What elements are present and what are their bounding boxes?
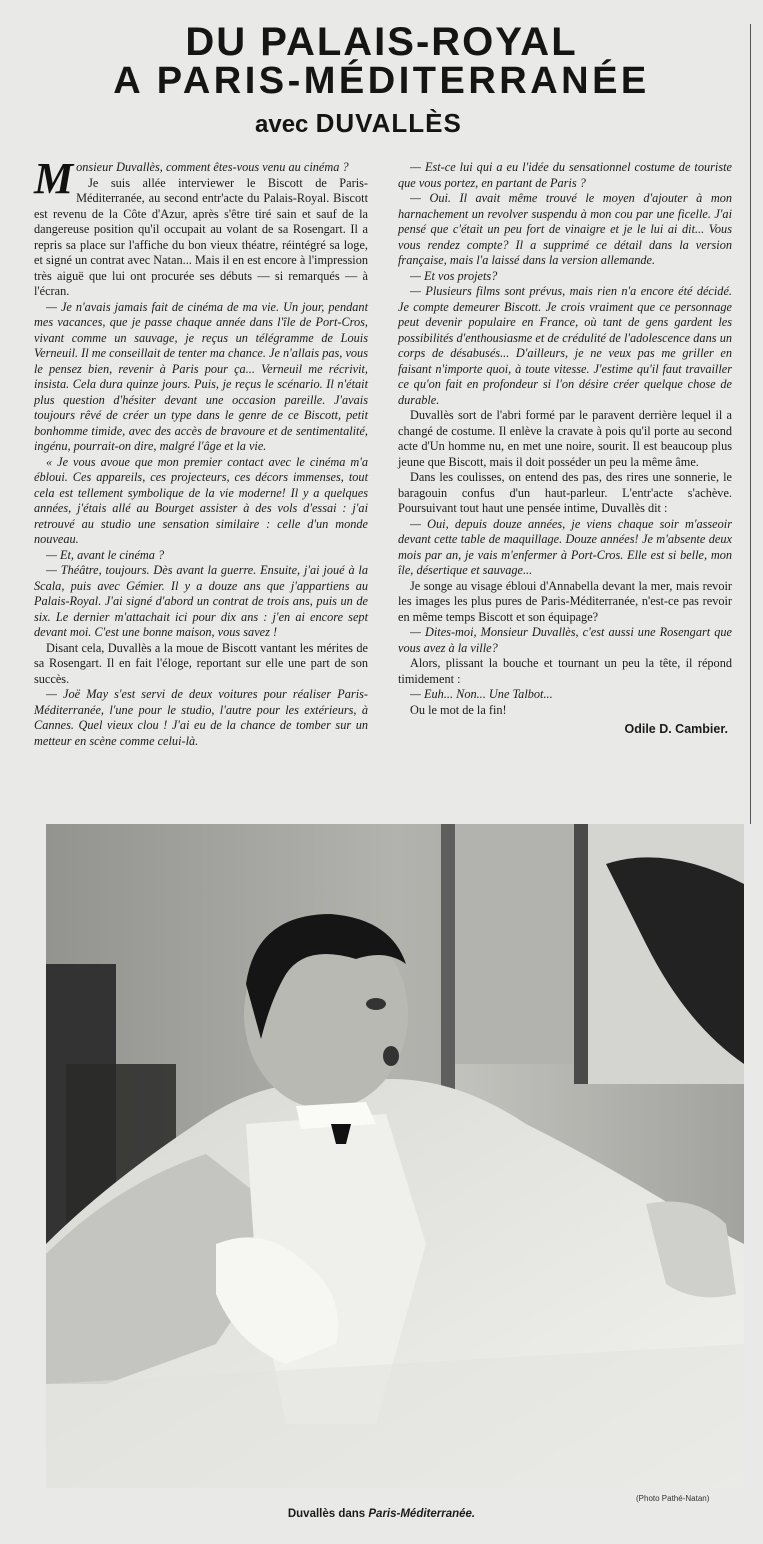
paragraph-text: Dans les coulisses, on entend des pas, des rires une sonnerie, le baragouin confus d'un haut-parleur. L'entr'acte s'achève. Poursuivant tout haut une pensée intime, Duvallès dit : xyxy=(398,470,732,515)
article-paragraph xyxy=(398,191,732,269)
article-paragraph xyxy=(398,470,732,517)
paragraph-text: Duvallès sort de l'abri formé par le paravent derrière lequel il a changé de costume. Il enlève la cravate à pois qu'il porte au second acte d'Un homme nu, en met une noire, sourit. Il est beaucoup plus jeune que Biscott, mais il doit posséder un peu la même âme. xyxy=(398,408,732,469)
article-paragraph xyxy=(34,563,368,641)
headline-avec: avec xyxy=(255,111,309,138)
article-paragraph xyxy=(34,176,368,300)
article-paragraph xyxy=(34,300,368,455)
paragraph-text: — Et vos projets? xyxy=(410,268,498,283)
article-paragraph xyxy=(34,548,368,564)
article-paragraph xyxy=(398,703,732,719)
article-paragraph xyxy=(34,455,368,548)
paragraph-text: — Euh... Non... Une Talbot... xyxy=(410,687,553,701)
paragraph-text: — Est-ce lui qui a eu l'idée du sensationnel costume de touriste que vous portez, en partant de Paris ? xyxy=(398,160,732,190)
article-paragraph xyxy=(34,154,368,203)
article-paragraph xyxy=(398,625,732,656)
caption-film-title: Paris-Méditerranée. xyxy=(368,1508,476,1520)
paragraph-text: Alors, plissant la bouche et tournant un peu la tête, il répond timidement : xyxy=(398,656,732,686)
paragraph-text: onsieur Duvallès, comment êtes-vous venu au cinéma ? xyxy=(76,160,349,174)
photo-credit: (Photo Pathé-Natan) xyxy=(636,1494,710,1503)
author-signature: Odile D. Cambier. xyxy=(624,722,728,736)
paragraph-text: — Dites-moi, Monsieur Duvallès, c'est aussi une Rosengart que vous avez à la ville? xyxy=(398,625,732,655)
article-paragraph xyxy=(398,687,732,703)
article-paragraph xyxy=(398,408,732,470)
paragraph-text: « Je vous avoue que mon premier contact avec le cinéma m'a ébloui. Ces appareils, ces projecteurs, ces décors immenses, tout cela est tellement symbolique de la vie moderne! Il y a quelques années, j'étais allé au Bourget assister à des vols d'essai : j'ai retrouvé au studio une sensation similaire : celle d'un monde nouveau. xyxy=(34,454,368,546)
paragraph-text: — Oui. Il avait même trouvé le moyen d'ajouter à mon harnachement un revolver suspendu à mon cou par une ficelle. J'ai pensé que c'était un peu fort de vinaigre et je le lui ai dit... Vous vous rendez compte? Il a supprimé ce détail dans la version française, mais l'a laissé dans la version allemande. xyxy=(398,191,732,267)
article-paragraph xyxy=(398,160,732,191)
paragraph-text: Ou le mot de la fin! xyxy=(410,702,507,717)
headline-line-1: DU PALAIS-ROYAL xyxy=(185,20,578,64)
column-rule xyxy=(750,24,751,824)
article-photo xyxy=(46,824,744,1488)
paragraph-text: Je songe au visage ébloui d'Annabella devant la mer, mais revoir les images les plus pures de Paris-Méditerranée, n'est-ce pas revoir en même temps Biscott et son équipage? xyxy=(398,578,732,624)
article-paragraph xyxy=(398,284,732,408)
paragraph-text: — Plusieurs films sont prévus, mais rien n'a encore été décidé. Je compte demeurer Biscott. Je crois vraiment que ce personnage peut devenir populaire en France, où tant de gens gardent les possibilités d'enthousiasme et de crédulité de l'adolescence dans un corps de désabusés... D'ailleurs, je ne veux pas me griller en faisant n'importe quoi, à toute vitesse. J'estime qu'il faut travailler ce qu'on fait en profondeur si l'on désire créer quelque chose de durable. xyxy=(398,284,732,407)
article-paragraph xyxy=(398,269,732,285)
article-column-right xyxy=(398,160,732,738)
article-paragraph xyxy=(34,687,368,749)
headline-line-2: A PARIS-MÉDITERRANÉE xyxy=(113,60,650,102)
paragraph-text: — Je n'avais jamais fait de cinéma de ma vie. Un jour, pendant mes vacances, que je passe chaque année dans l'île de Port-Cros, vivant comme un sauvage, je reçus un télégramme de Louis Verneuil. Il me conseillait de tenter ma chance. Je n'allais pas, vous le pensez bien, revenir à Paris pour ça... Verneuil me récrivit, insista. Cela dura quinze jours. Puis, je reçus le scénario. Il n'était plus question d'hésiter devant une occasion pareille. J'avais toujours rêvé de créer un type dans le genre de ce Biscott, petit bonhomme timide, avec des accès de bravoure et de sentimentalité, ingénu, pourrait-on dire, malgré l'âge et la vie. xyxy=(34,299,368,453)
paragraph-text: — Théâtre, toujours. Dès avant la guerre. Ensuite, j'ai joué à la Scala, puis avec Gémier. Il y a douze ans que j'appartiens au Palais-Royal. J'ai signé d'abord un contrat de trois ans, puis un de six. Le dernier m'attachait ici pour dix ans : j'en ai encore sept devant moi. C'est une bonne maison, vous savez ! xyxy=(34,563,368,639)
paragraph-text: — Oui, depuis douze années, je viens chaque soir m'asseoir devant cette table de maquillage. Douze années! Je m'absente deux mois par an, je vais m'enfermer à Port-Cros. Elle est si belle, mon île, désertique et sauvage... xyxy=(398,516,732,577)
article-column-left xyxy=(34,154,368,749)
paragraph-text: — Joë May s'est servi de deux voitures pour réaliser Paris-Méditerranée, l'une pour le studio, l'autre pour les extérieurs, à Cannes. Quel vieux clou ! J'ai eu de la chance de tomber sur un metteur en scène comme celui-là. xyxy=(34,687,368,748)
photo-illustration xyxy=(46,824,744,1488)
article-paragraph xyxy=(398,517,732,579)
paragraph-text: Disant cela, Duvallès a la moue de Biscott vantant les mérites de sa Rosengart. Il en fait l'éloge, reportant sur elle une part de son succès. xyxy=(34,640,368,686)
drop-cap: M xyxy=(34,154,74,203)
article-paragraph xyxy=(398,656,732,687)
caption-prefix: Duvallès dans xyxy=(287,1508,369,1520)
article-paragraph xyxy=(34,641,368,688)
headline-name: DUVALLÈS xyxy=(315,108,462,138)
headline-subtitle xyxy=(255,110,462,137)
photo-caption xyxy=(0,1508,763,1520)
article-paragraph xyxy=(398,579,732,626)
paragraph-text: — Et, avant le cinéma ? xyxy=(46,547,165,562)
paragraph-text: Je suis allée interviewer le Biscott de Paris-Méditerranée, au second entr'acte du Palais-Royal. Biscott est revenu de la Côte d'Azur, après s'être tiré sain et sauf de la dangereuse position qu'il occupait au volant de sa Rosengart. Il a repris sa place sur l'affiche du bon vieux théatre, réintégré sa loge, et signé un contrat avec Natan... Mais il en est encore à l'impression très aiguë que lui ont procurée ses débuts — si remarqués — à l'écran. xyxy=(34,175,368,298)
